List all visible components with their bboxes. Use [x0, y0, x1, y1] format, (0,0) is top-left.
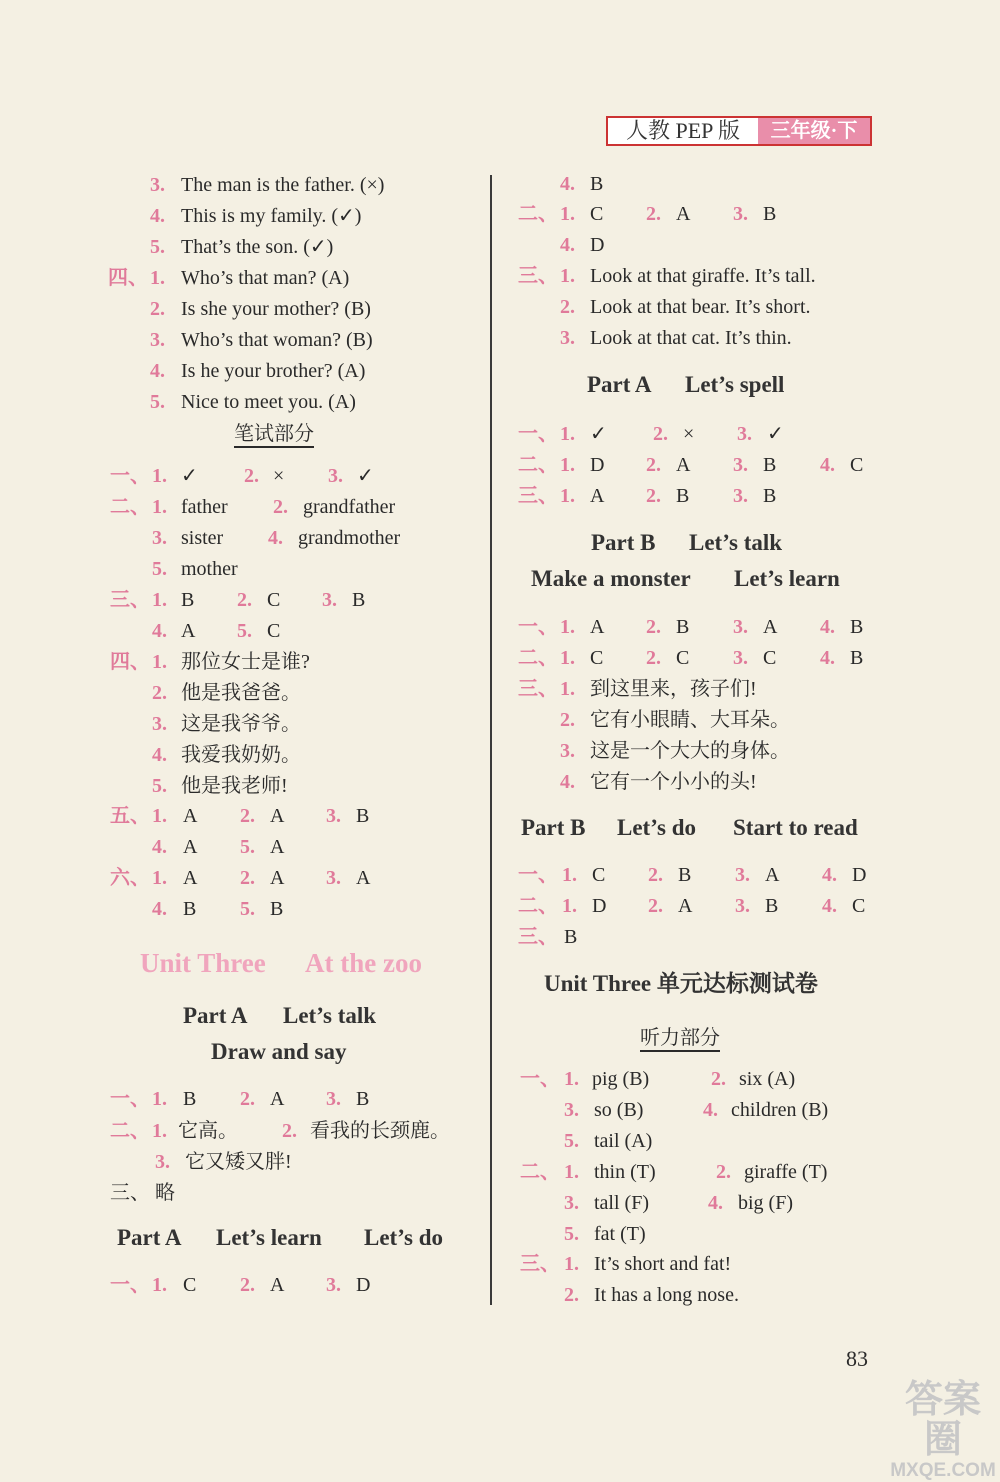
answer-text: D	[852, 864, 867, 886]
item-number: 1.	[152, 1120, 167, 1142]
answer-text: ✓	[181, 465, 198, 487]
answer-text: six (A)	[739, 1068, 796, 1090]
item-number: 三、	[518, 265, 558, 287]
item-number: 5.	[152, 775, 167, 797]
item-number: 3.	[733, 485, 748, 507]
item-number: 3.	[735, 864, 750, 886]
answer-text: mother	[181, 558, 238, 580]
item-number: 5.	[237, 620, 252, 642]
answer-text: A	[270, 836, 285, 858]
part-heading: Draw and say	[211, 1039, 347, 1064]
answer-text: children (B)	[731, 1099, 829, 1121]
item-number: 3.	[560, 740, 575, 762]
answer-text: Look at that cat. It’s thin.	[590, 327, 792, 349]
answer-text: B	[850, 647, 864, 669]
answer-text: 它高。	[178, 1120, 238, 1142]
answer-text: 我爱我奶奶。	[181, 744, 301, 766]
item-number: 3.	[326, 1088, 341, 1110]
item-number: 3.	[733, 616, 748, 638]
answer-text: 他是我爸爸。	[181, 682, 301, 704]
item-number: 三、	[110, 589, 150, 611]
item-number: 2.	[653, 423, 668, 445]
item-number: 四、	[108, 267, 148, 289]
part-heading: Make a monster	[531, 566, 691, 591]
item-number: 三、	[520, 1253, 560, 1275]
item-number: 2.	[564, 1284, 579, 1306]
item-number: 2.	[240, 805, 255, 827]
section-heading: 笔试部分	[234, 423, 314, 445]
item-number: 4.	[152, 898, 167, 920]
item-number: 2.	[646, 616, 661, 638]
answer-text: 那位女士是谁?	[181, 651, 310, 673]
answer-text: B	[352, 589, 366, 611]
item-number: 一、	[110, 1274, 150, 1296]
answer-text: A	[590, 616, 605, 638]
answer-text: so (B)	[594, 1099, 644, 1121]
answer-text: grandfather	[303, 496, 396, 518]
item-number: 1.	[562, 895, 577, 917]
item-number: 1.	[152, 1274, 167, 1296]
answer-text: A	[270, 867, 285, 889]
answer-text: C	[590, 203, 604, 225]
answer-text: C	[592, 864, 606, 886]
answer-text: A	[590, 485, 605, 507]
item-number: 六、	[110, 867, 150, 889]
item-number: 4.	[560, 771, 575, 793]
item-number: 2.	[560, 709, 575, 731]
answer-text: C	[763, 647, 777, 669]
item-number: 2.	[152, 682, 167, 704]
part-heading: Part B	[591, 530, 656, 555]
answer-text: 这是一个大大的身体。	[590, 740, 790, 762]
part-heading: Let’s do	[617, 815, 697, 840]
answer-text: B	[183, 1088, 197, 1110]
item-number: 二、	[520, 1161, 560, 1183]
item-number: 三、	[518, 926, 558, 948]
item-number: 4.	[820, 454, 835, 476]
item-number: 一、	[518, 423, 558, 445]
answer-text: B	[181, 589, 195, 611]
answer-text: Look at that giraffe. It’s tall.	[590, 265, 816, 287]
answer-text: tail (A)	[594, 1130, 653, 1152]
answer-text: A	[183, 805, 198, 827]
answer-text: A	[356, 867, 371, 889]
item-number: 3.	[733, 647, 748, 669]
answer-text: C	[590, 647, 604, 669]
item-number: 二、	[110, 496, 150, 518]
item-number: 3.	[150, 174, 165, 196]
answer-text: 它又矮又胖!	[185, 1151, 292, 1173]
watermark-url: MXQE.COM	[890, 1460, 996, 1481]
answer-text: giraffe (T)	[744, 1161, 828, 1183]
column-divider	[490, 175, 492, 1305]
item-number: 3.	[560, 327, 575, 349]
answer-text: B	[270, 898, 284, 920]
answer-text: A	[765, 864, 780, 886]
part-heading: Let’s learn	[216, 1225, 322, 1250]
answer-text: A	[676, 454, 691, 476]
page-number: 83	[846, 1346, 868, 1371]
answer-text: Who’s that man? (A)	[181, 267, 350, 289]
item-number: 二、	[518, 647, 558, 669]
answer-text: A	[676, 203, 691, 225]
answer-text: D	[590, 234, 605, 256]
item-number: 4.	[268, 527, 283, 549]
item-number: 四、	[110, 651, 150, 673]
answer-text: B	[763, 485, 777, 507]
item-number: 2.	[646, 485, 661, 507]
answer-text: 它有一个小小的头!	[590, 771, 757, 793]
grade-label: 三年级·下	[758, 118, 870, 144]
item-number: 5.	[150, 236, 165, 258]
item-number: 1.	[152, 867, 167, 889]
item-number: 5.	[564, 1130, 579, 1152]
answer-text: fat (T)	[594, 1223, 646, 1245]
item-number: 3.	[733, 203, 748, 225]
watermark-logo	[890, 1379, 996, 1481]
item-number: 4.	[708, 1192, 723, 1214]
answer-text: C	[267, 589, 281, 611]
answer-text: Who’s that woman? (B)	[181, 329, 373, 351]
answer-text: 略	[155, 1182, 175, 1204]
answer-text: A	[183, 867, 198, 889]
answer-text: The man is the father. (×)	[181, 174, 385, 196]
item-number: 1.	[152, 465, 167, 487]
answer-text: C	[850, 454, 864, 476]
item-number: 3.	[326, 1274, 341, 1296]
item-number: 1.	[562, 864, 577, 886]
answer-text: B	[678, 864, 692, 886]
item-number: 五、	[110, 805, 150, 827]
item-number: 1.	[560, 647, 575, 669]
item-number: 3.	[326, 805, 341, 827]
item-number: 1.	[564, 1068, 579, 1090]
answer-text: A	[183, 836, 198, 858]
answer-text: A	[270, 1274, 285, 1296]
answer-text: D	[590, 454, 605, 476]
item-number: 3.	[150, 329, 165, 351]
answer-text: big (F)	[738, 1192, 793, 1214]
item-number: 2.	[240, 1274, 255, 1296]
item-number: 4.	[560, 173, 575, 195]
item-number: 1.	[564, 1161, 579, 1183]
answer-text: B	[356, 1088, 370, 1110]
answer-text: That’s the son. (✓)	[181, 236, 334, 258]
answer-text: ×	[683, 423, 695, 445]
item-number: 一、	[520, 1068, 560, 1090]
answer-text: B	[763, 454, 777, 476]
section-heading: 听力部分	[640, 1027, 720, 1049]
item-number: 1.	[560, 678, 575, 700]
item-number: 4.	[150, 360, 165, 382]
item-number: 1.	[150, 267, 165, 289]
part-heading: Unit Three 单元达标测试卷	[544, 971, 818, 996]
answer-text: tall (F)	[594, 1192, 649, 1214]
item-number: 1.	[560, 454, 575, 476]
answer-text: B	[676, 485, 690, 507]
part-heading: Start to read	[733, 815, 858, 840]
answer-text: It’s short and fat!	[594, 1253, 732, 1275]
item-number: 1.	[152, 651, 167, 673]
answer-text: B	[590, 173, 604, 195]
item-number: 4.	[822, 864, 837, 886]
item-number: 1.	[152, 589, 167, 611]
answer-text: This is my family. (✓)	[181, 205, 362, 227]
item-number: 2.	[560, 296, 575, 318]
item-number: 2.	[648, 895, 663, 917]
item-number: 2.	[646, 203, 661, 225]
part-heading: Part A	[587, 372, 652, 397]
item-number: 1.	[564, 1253, 579, 1275]
answer-text: Nice to meet you. (A)	[181, 391, 356, 413]
item-number: 3.	[328, 465, 343, 487]
item-number: 4.	[152, 620, 167, 642]
item-number: 5.	[240, 836, 255, 858]
item-number: 4.	[820, 647, 835, 669]
part-heading: Let’s talk	[689, 530, 783, 555]
item-number: 3.	[326, 867, 341, 889]
part-heading: Part A	[183, 1003, 248, 1028]
item-number: 1.	[152, 1088, 167, 1110]
item-number: 2.	[244, 465, 259, 487]
item-number: 4.	[152, 836, 167, 858]
item-number: 4.	[150, 205, 165, 227]
item-number: 2.	[240, 1088, 255, 1110]
answer-text: C	[183, 1274, 197, 1296]
item-number: 1.	[152, 805, 167, 827]
part-heading: Let’s spell	[685, 372, 785, 397]
item-number: 3.	[737, 423, 752, 445]
item-number: 3.	[564, 1099, 579, 1121]
unit-title: At the zoo	[305, 948, 422, 978]
answer-text: B	[850, 616, 864, 638]
answer-text: ×	[273, 465, 285, 487]
answer-text: 这是我爷爷。	[181, 713, 301, 735]
answer-text: Is she your mother? (B)	[181, 298, 371, 320]
answer-text: Is he your brother? (A)	[181, 360, 366, 382]
answer-text: It has a long nose.	[594, 1284, 739, 1306]
item-number: 2.	[711, 1068, 726, 1090]
answer-text: D	[356, 1274, 371, 1296]
item-number: 2.	[150, 298, 165, 320]
item-number: 三、	[518, 678, 558, 700]
item-number: 二、	[518, 203, 558, 225]
unit-title: Unit Three	[140, 948, 266, 978]
answer-text: ✓	[357, 465, 374, 487]
item-number: 2.	[282, 1120, 297, 1142]
answer-text: Look at that bear. It’s short.	[590, 296, 811, 318]
item-number: 3.	[152, 713, 167, 735]
answer-text: D	[592, 895, 607, 917]
answer-text: pig (B)	[592, 1068, 650, 1090]
item-number: 1.	[560, 203, 575, 225]
answer-text: A	[181, 620, 196, 642]
answer-text: B	[564, 926, 578, 948]
item-number: 2.	[646, 454, 661, 476]
answer-text: A	[270, 1088, 285, 1110]
part-heading: Let’s talk	[283, 1003, 377, 1028]
item-number: 1.	[560, 485, 575, 507]
answer-text: B	[356, 805, 370, 827]
item-number: 4.	[820, 616, 835, 638]
answer-text: grandmother	[298, 527, 401, 549]
edition-label: 人教 PEP 版	[608, 118, 758, 144]
item-number: 2.	[240, 867, 255, 889]
answer-text: 他是我老师!	[181, 775, 288, 797]
item-number: 4.	[822, 895, 837, 917]
answer-text: sister	[181, 527, 224, 549]
item-number: 1.	[560, 616, 575, 638]
item-number: 二、	[110, 1120, 150, 1142]
item-number: 3.	[155, 1151, 170, 1173]
item-number: 二、	[518, 895, 558, 917]
item-number: 1.	[560, 423, 575, 445]
item-number: 一、	[110, 465, 150, 487]
item-number: 3.	[735, 895, 750, 917]
answer-text: B	[676, 616, 690, 638]
answer-text: C	[852, 895, 866, 917]
item-number: 5.	[240, 898, 255, 920]
edition-badge	[606, 116, 872, 146]
item-number: 5.	[150, 391, 165, 413]
item-number: 3.	[152, 527, 167, 549]
answer-text: A	[763, 616, 778, 638]
item-number: 3.	[564, 1192, 579, 1214]
part-heading: Part B	[521, 815, 586, 840]
part-heading: Let’s do	[364, 1225, 444, 1250]
part-heading: Let’s learn	[734, 566, 840, 591]
item-number: 5.	[152, 558, 167, 580]
item-number: 3.	[733, 454, 748, 476]
item-number: 1.	[560, 265, 575, 287]
answer-text: 它有小眼睛、大耳朵。	[590, 709, 790, 731]
item-number: 一、	[518, 864, 558, 886]
item-number: 2.	[646, 647, 661, 669]
answer-text: B	[183, 898, 197, 920]
answer-text: 看我的长颈鹿。	[310, 1120, 450, 1142]
item-number: 4.	[560, 234, 575, 256]
item-number: 一、	[518, 616, 558, 638]
answer-text: thin (T)	[594, 1161, 656, 1183]
watermark-text: 答案圈	[904, 1379, 981, 1461]
answer-text: ✓	[590, 423, 607, 445]
item-number: 3.	[322, 589, 337, 611]
item-number: 4.	[703, 1099, 718, 1121]
item-number: 1.	[152, 496, 167, 518]
item-number: 2.	[237, 589, 252, 611]
answer-text: 到这里来，孩子们!	[590, 678, 757, 700]
answer-text: A	[270, 805, 285, 827]
answer-text: father	[181, 496, 228, 518]
item-number: 5.	[564, 1223, 579, 1245]
item-number: 2.	[648, 864, 663, 886]
answer-text: ✓	[767, 423, 784, 445]
answer-text: C	[267, 620, 281, 642]
answer-text: C	[676, 647, 690, 669]
answer-text: B	[765, 895, 779, 917]
item-number: 一、	[110, 1088, 150, 1110]
item-number: 三、	[518, 485, 558, 507]
item-number: 4.	[152, 744, 167, 766]
answer-text: A	[678, 895, 693, 917]
item-number: 二、	[518, 454, 558, 476]
answer-text: B	[763, 203, 777, 225]
answer-text: 三、	[110, 1182, 150, 1204]
item-number: 2.	[273, 496, 288, 518]
item-number: 2.	[716, 1161, 731, 1183]
part-heading: Part A	[117, 1225, 182, 1250]
